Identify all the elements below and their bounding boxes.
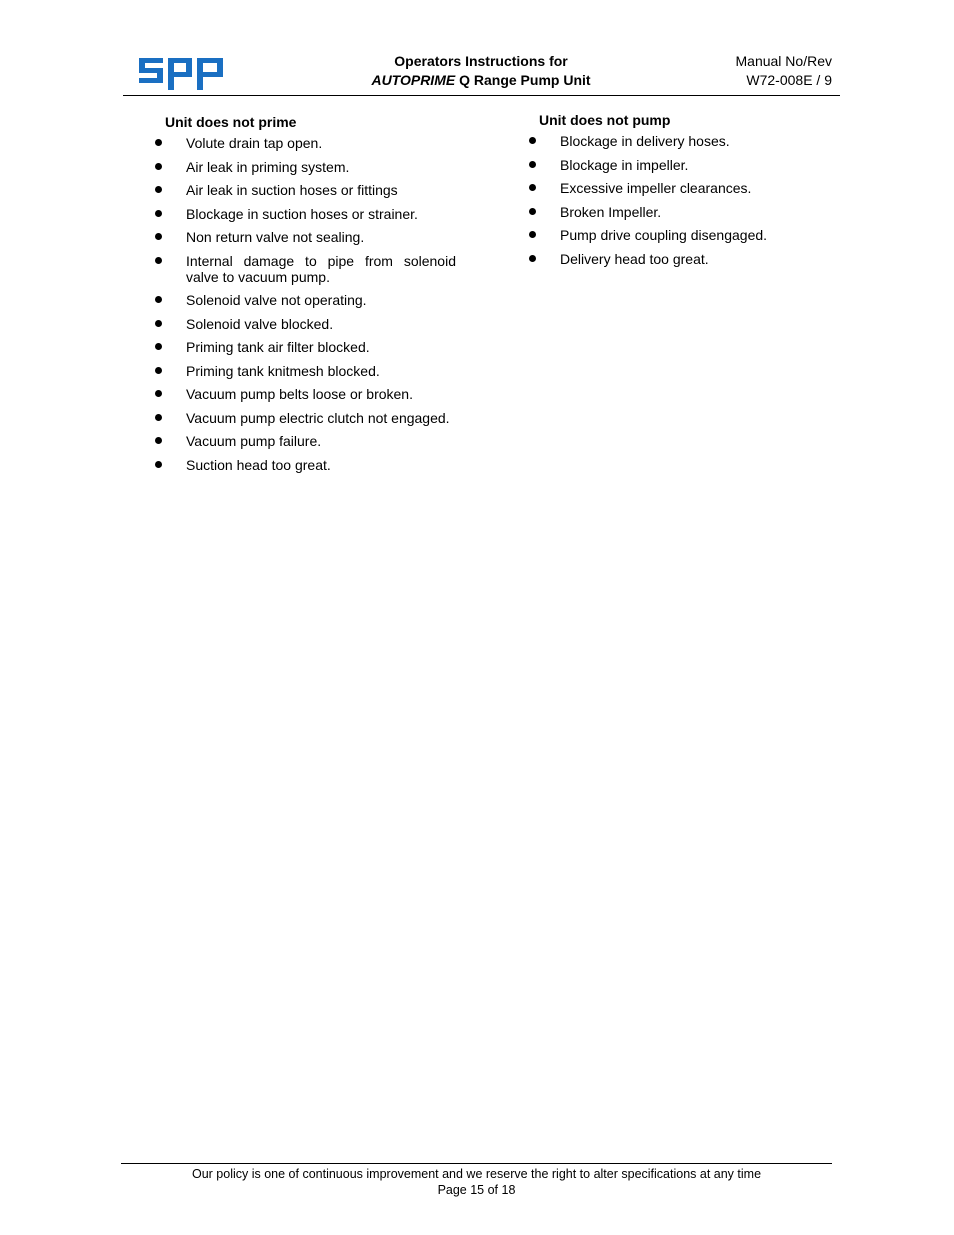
bullet-icon [155, 296, 162, 303]
list-item: Blockage in delivery hoses. [529, 133, 829, 149]
bullet-icon [155, 210, 162, 217]
manual-number: W72-008E / 9 [746, 72, 832, 88]
bullet-icon [155, 233, 162, 240]
list-item: Broken Impeller. [529, 204, 829, 220]
bullet-icon [529, 161, 536, 168]
section-unit-does-not-prime [155, 114, 456, 480]
section-title: Unit does not prime [165, 114, 297, 130]
bullet-icon [529, 137, 536, 144]
list-item: Suction head too great. [155, 457, 456, 473]
page-footer [121, 1166, 832, 1198]
policy-statement: Our policy is one of continuous improvement and we reserve the right to alter specifications at any time [191, 1167, 762, 1181]
list-item: Blockage in impeller. [529, 157, 829, 173]
title-line-2-rest: Q Range Pump Unit [455, 72, 591, 88]
list-item: Non return valve not sealing. [155, 229, 456, 245]
bullet-icon [529, 255, 536, 262]
bullet-icon [155, 390, 162, 397]
bullet-icon [155, 414, 162, 421]
cause-list [155, 135, 456, 473]
title-line-1: Operators Instructions for [394, 53, 568, 69]
bullet-icon [155, 343, 162, 350]
spp-logo [139, 58, 223, 90]
footer-divider [121, 1163, 832, 1164]
manual-revision [736, 52, 833, 90]
list-item: Air leak in priming system. [155, 159, 456, 175]
bullet-icon [155, 437, 162, 444]
bullet-icon [529, 231, 536, 238]
bullet-icon [155, 163, 162, 170]
section-unit-does-not-pump [529, 112, 829, 274]
header-divider [123, 95, 840, 96]
list-item: Excessive impeller clearances. [529, 180, 829, 196]
bullet-icon [529, 208, 536, 215]
bullet-icon [155, 139, 162, 146]
page-header [0, 0, 954, 100]
list-item: Internal damage to pipe from solenoid valve to vacuum pump. [155, 253, 456, 285]
list-item: Volute drain tap open. [155, 135, 456, 151]
bullet-icon [155, 461, 162, 468]
list-item: Delivery head too great. [529, 251, 829, 267]
list-item: Vacuum pump electric clutch not engaged. [155, 410, 456, 426]
section-title: Unit does not pump [539, 112, 671, 128]
document-title [330, 52, 632, 90]
manual-label: Manual No/Rev [735, 53, 832, 69]
list-item: Solenoid valve blocked. [155, 316, 456, 332]
list-item: Pump drive coupling disengaged. [529, 227, 829, 243]
list-item: Vacuum pump belts loose or broken. [155, 386, 456, 402]
list-item: Priming tank air filter blocked. [155, 339, 456, 355]
bullet-icon [529, 184, 536, 191]
list-item: Solenoid valve not operating. [155, 292, 456, 308]
bullet-icon [155, 320, 162, 327]
list-item: Blockage in suction hoses or strainer. [155, 206, 456, 222]
title-product-name: AUTOPRIME [371, 72, 456, 88]
list-item: Air leak in suction hoses or fittings [155, 182, 456, 198]
bullet-icon [155, 186, 162, 193]
list-item: Vacuum pump failure. [155, 433, 456, 449]
list-item: Priming tank knitmesh blocked. [155, 363, 456, 379]
cause-list [529, 133, 829, 267]
bullet-icon [155, 257, 162, 264]
page-number: Page 15 of 18 [437, 1183, 516, 1197]
bullet-icon [155, 367, 162, 374]
title-line-2 [330, 71, 632, 90]
